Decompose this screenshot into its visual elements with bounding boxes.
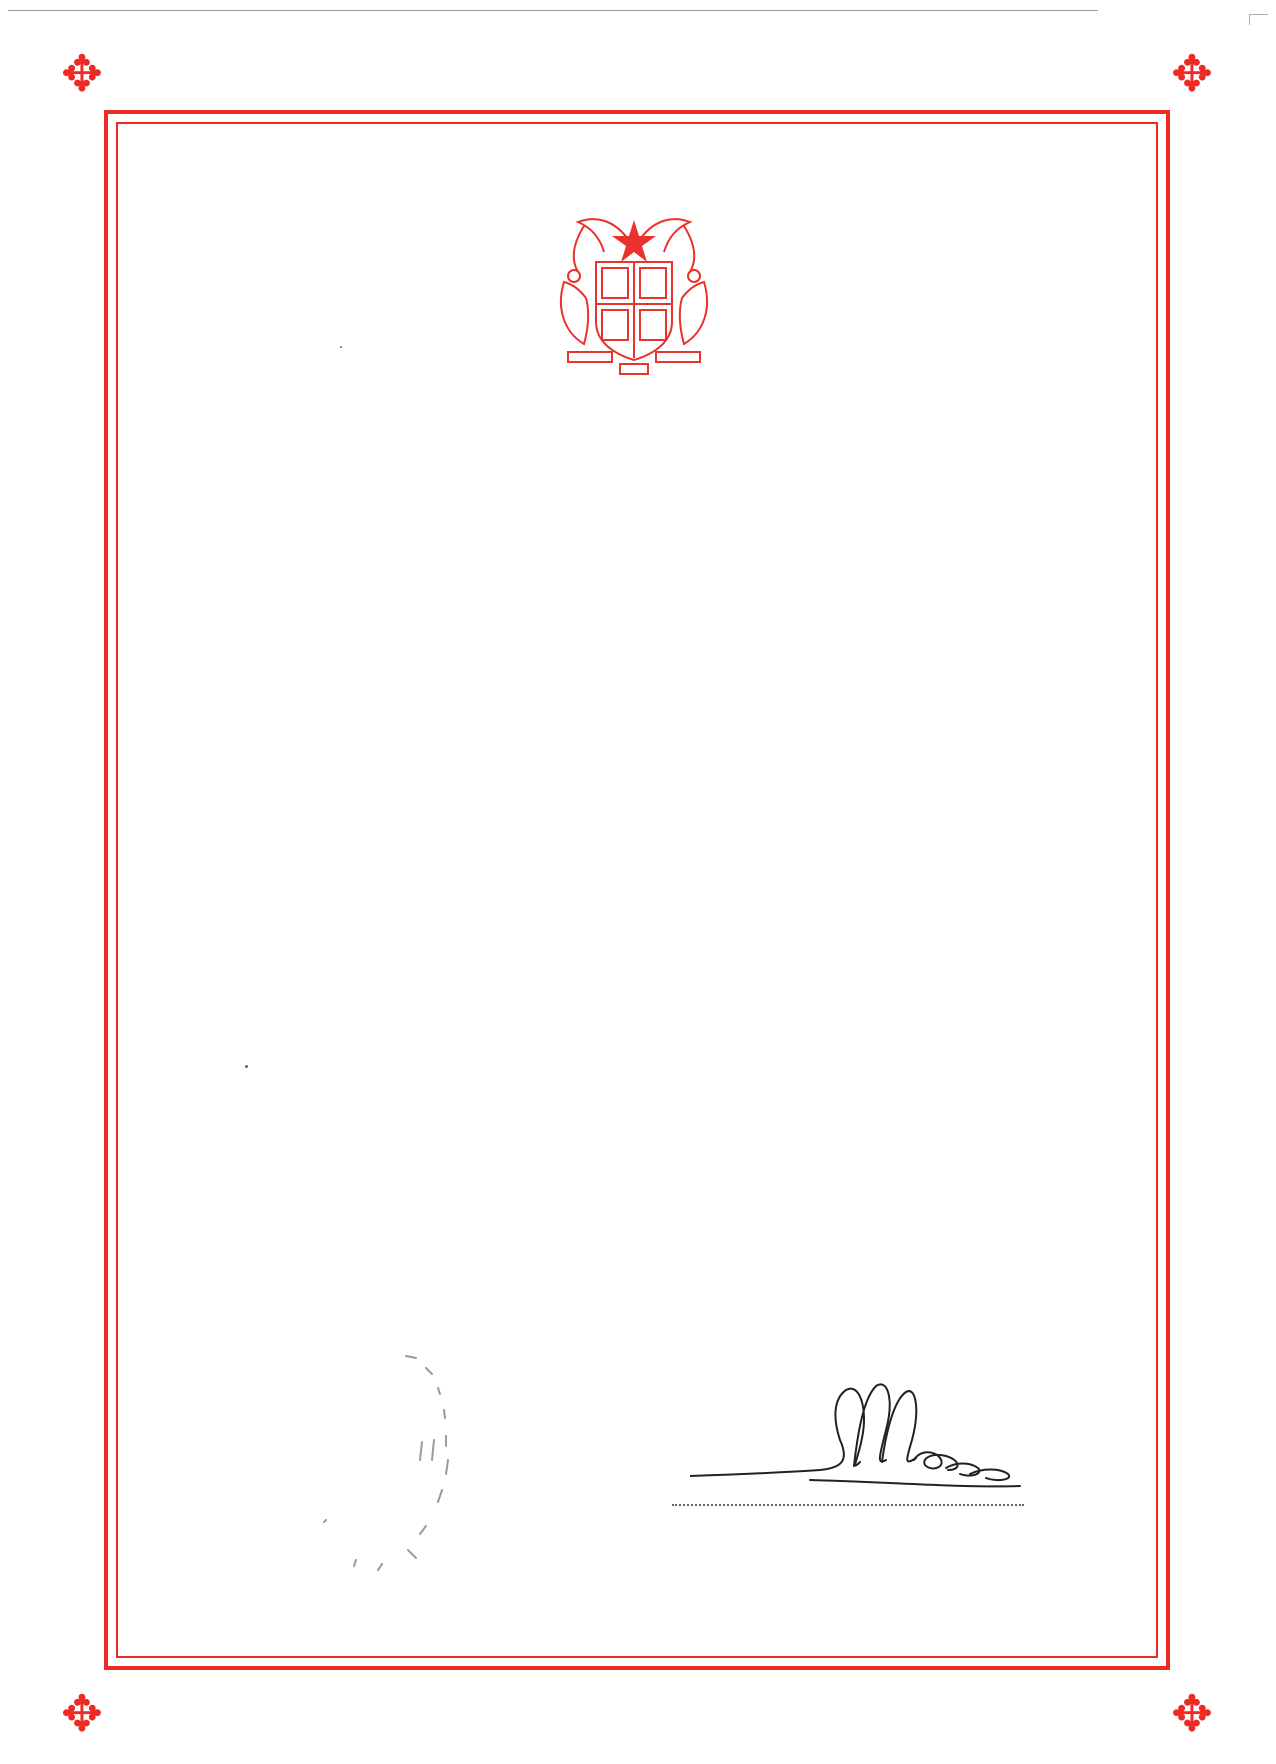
embossed-seal-icon: [286, 1350, 486, 1600]
corner-ornament-icon: ✥: [1171, 45, 1213, 103]
border-bottom-ornaments: [102, 1688, 1172, 1728]
border-right-ornaments: [1172, 100, 1212, 1688]
scan-edge-line: [8, 10, 1098, 11]
border-top-ornaments: [102, 60, 1172, 100]
ghana-coat-of-arms-icon: [534, 212, 734, 390]
registrar-signature: [690, 1370, 1030, 1490]
scan-corner-mark: [1249, 14, 1268, 25]
scan-speck: [340, 346, 342, 348]
signature-dotted-line: [672, 1504, 1024, 1506]
border-left-ornaments: [62, 100, 102, 1688]
corner-ornament-icon: ✥: [1171, 1685, 1213, 1743]
scan-speck: [245, 1065, 248, 1068]
corner-ornament-icon: ✥: [61, 1685, 103, 1743]
corner-ornament-icon: ✥: [61, 45, 103, 103]
